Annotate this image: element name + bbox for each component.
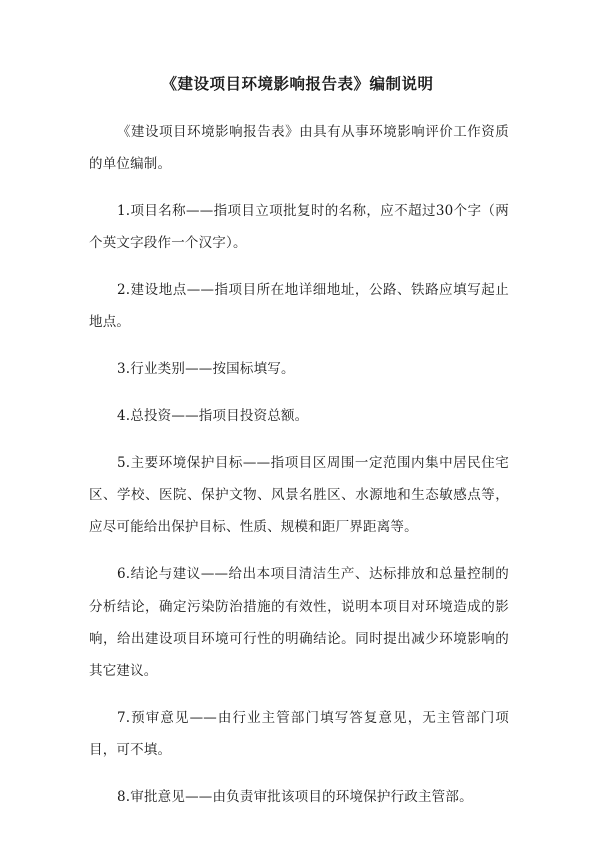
paragraph-industry-category: 3.行业类别——按国标填写。 — [117, 361, 295, 378]
paragraph-approval: 8.审批意见——由负责审批该项目的环境保护行政主管部。 — [117, 789, 473, 806]
paragraph-project-name: 1.项目名称——指项目立项批复时的名称，应不超过30个字（两个英文字段作一个汉字）。 — [89, 203, 509, 252]
paragraph-pre-review: 7.预审意见——由行业主管部门填写答复意见，无主管部门项目，可不填。 — [89, 709, 509, 759]
paragraph-total-investment: 4.总投资——指项目投资总额。 — [117, 408, 309, 425]
paragraph-intro: 《建设项目环境影响报告表》由具有从事环境影响评价工作资质的单位编制。 — [89, 124, 509, 173]
paragraph-construction-site: 2.建设地点——指项目所在地详细地址，公路、铁路应填写起止地点。 — [89, 282, 509, 331]
page-title: 《建设项目环境影响报告表》编制说明 — [161, 75, 434, 93]
paragraph-protection-targets: 5.主要环境保护目标——指项目区周围一定范围内集中居民住宅区、学校、医院、保护文物、风景名胜区、水源地和生态敏感点等，应尽可能给出保护目标、性质、规模和距厂界距离等。 — [89, 454, 509, 536]
paragraph-conclusions: 6.结论与建议——给出本项目清洁生产、达标排放和总量控制的分析结论，确定污染防治措施的有效性，说明本项目对环境造成的影响，给出建设项目环境可行性的明确结论。同时提出减少环境影响的其它建议。 — [89, 566, 509, 680]
document-body — [89, 116, 509, 828]
